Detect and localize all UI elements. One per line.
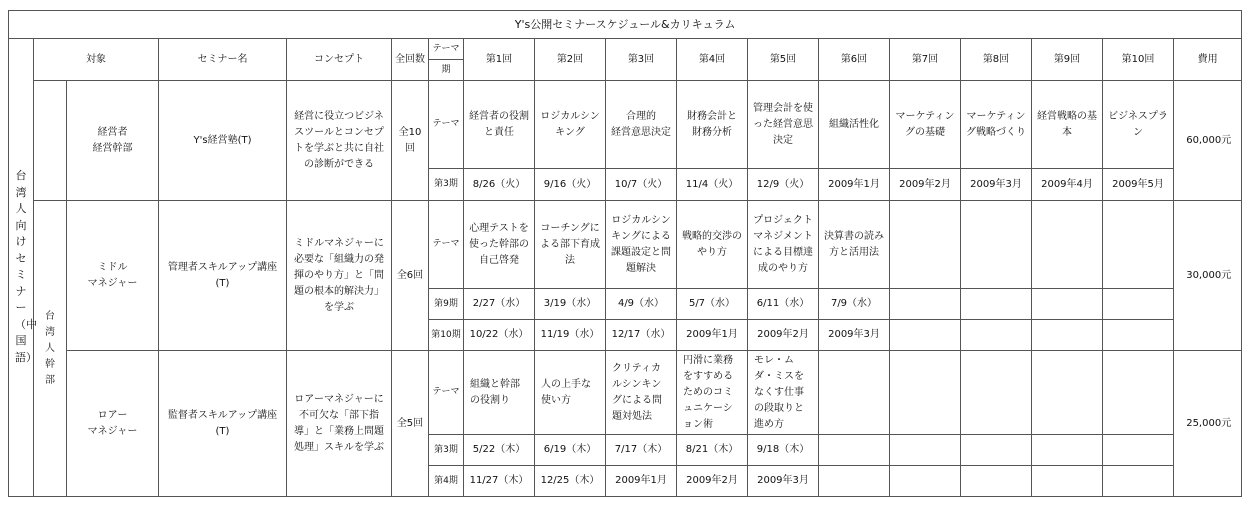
theme-cell: 心理テストを使った幹部の自己啓発 [464, 201, 535, 289]
date-cell: 6/19（木） [535, 435, 606, 466]
date-cell [819, 466, 890, 497]
header-session: 第8回 [961, 39, 1032, 81]
theme-cell: 経営戦略の基本 [1032, 81, 1103, 169]
date-cell: 4/9（水） [606, 289, 677, 320]
term-label: 第4期 [429, 466, 464, 497]
theme-label: テーマ [429, 201, 464, 289]
date-cell [1103, 466, 1174, 497]
date-cell: 2009年3月 [748, 466, 819, 497]
date-cell: 9/16（火） [535, 169, 606, 201]
program-fee: 25,000元 [1174, 351, 1242, 497]
term-label: 第10期 [429, 320, 464, 351]
theme-cell: 戦略的交渉の やり方 [677, 201, 748, 289]
date-cell: 2009年1月 [819, 169, 890, 201]
theme-cell: 人の上手な使い方 [535, 351, 606, 435]
header-row [9, 39, 1242, 60]
date-cell: 8/26（火） [464, 169, 535, 201]
theme-cell: ロジカルシンキングによる課題設定と問題解決 [606, 201, 677, 289]
header-session: 第1回 [464, 39, 535, 81]
header-seminar: セミナー名 [159, 39, 287, 81]
header-target: 対象 [34, 39, 159, 81]
date-cell: 8/21（木） [677, 435, 748, 466]
date-cell: 2/27（水） [464, 289, 535, 320]
theme-cell: 組織活性化 [819, 81, 890, 169]
program-fee: 30,000元 [1174, 201, 1242, 351]
date-cell: 7/17（木） [606, 435, 677, 466]
date-cell [890, 466, 961, 497]
date-cell [1032, 435, 1103, 466]
date-cell [1103, 289, 1174, 320]
date-cell: 2009年3月 [961, 169, 1032, 201]
theme-cell [961, 201, 1032, 289]
date-cell: 2009年1月 [606, 466, 677, 497]
term-label: 第3期 [429, 169, 464, 201]
header-theme: テーマ [429, 39, 464, 60]
theme-cell: モレ・ムダ・ミスをなくす仕事の段取りと進め方 [748, 351, 819, 435]
seminar-schedule-table [8, 10, 1242, 497]
group-label-blank [34, 81, 67, 201]
theme-cell [819, 351, 890, 435]
theme-label: テーマ [429, 81, 464, 169]
program-count: 全10回 [392, 81, 429, 201]
theme-label: テーマ [429, 351, 464, 435]
date-cell: 12/9（火） [748, 169, 819, 201]
date-cell: 2009年2月 [748, 320, 819, 351]
theme-cell: 財務会計と 財務分析 [677, 81, 748, 169]
program-seminar: 監督者スキルアップ講座(T) [159, 351, 287, 497]
program-concept: ミドルマネジャーに必要な「組織力の発揮のやり方」と「問題の根本的解決力」を学ぶ [287, 201, 392, 351]
program-row [9, 351, 1242, 435]
date-cell [890, 435, 961, 466]
group-label: 台湾人幹部 [34, 201, 67, 497]
theme-cell [1103, 351, 1174, 435]
header-fee: 費用 [1174, 39, 1242, 81]
header-session: 第3回 [606, 39, 677, 81]
date-cell: 2009年2月 [677, 466, 748, 497]
term-label: 第3期 [429, 435, 464, 466]
header-term: 期 [429, 60, 464, 81]
header-session: 第7回 [890, 39, 961, 81]
theme-cell [1032, 351, 1103, 435]
date-cell: 12/25（木） [535, 466, 606, 497]
theme-cell: 合理的 経営意思決定 [606, 81, 677, 169]
theme-cell: マーケティングの基礎 [890, 81, 961, 169]
program-count: 全5回 [392, 351, 429, 497]
program-seminar: 管理者スキルアップ講座(T) [159, 201, 287, 351]
header-session: 第10回 [1103, 39, 1174, 81]
date-cell [1032, 320, 1103, 351]
date-cell: 3/19（水） [535, 289, 606, 320]
theme-cell: 経営者の役割と責任 [464, 81, 535, 169]
program-concept: ロアーマネジャーに不可欠な「部下指導」と「業務上問題処理」スキルを学ぶ [287, 351, 392, 497]
date-cell: 2009年5月 [1103, 169, 1174, 201]
theme-cell: プロジェクトマネジメントによる目標達成のやり方 [748, 201, 819, 289]
date-cell: 12/17（水） [606, 320, 677, 351]
program-concept: 経営に役立つビジネスツールとコンセプトを学ぶと共に自社の診断ができる [287, 81, 392, 201]
date-cell: 6/11（水） [748, 289, 819, 320]
header-count: 全回数 [392, 39, 429, 81]
date-cell [890, 289, 961, 320]
date-cell [961, 466, 1032, 497]
theme-cell: 組織と幹部の役割り [464, 351, 535, 435]
program-target: ミドル マネジャー [67, 201, 159, 351]
date-cell [961, 289, 1032, 320]
theme-cell: クリティカルシンキングによる問題対処法 [606, 351, 677, 435]
date-cell: 2009年3月 [819, 320, 890, 351]
program-seminar: Y's経営塾(T) [159, 81, 287, 201]
header-concept: コンセプト [287, 39, 392, 81]
date-cell [1032, 289, 1103, 320]
header-session: 第5回 [748, 39, 819, 81]
theme-cell: 管理会計を使った経営意思決定 [748, 81, 819, 169]
theme-cell [961, 351, 1032, 435]
theme-cell: コーチングによる部下育成法 [535, 201, 606, 289]
theme-cell [890, 351, 961, 435]
date-cell: 7/9（水） [819, 289, 890, 320]
date-cell [1103, 320, 1174, 351]
date-cell: 11/19（水） [535, 320, 606, 351]
program-count: 全6回 [392, 201, 429, 351]
page-title: Y's公開セミナースケジュール&カリキュラム [9, 11, 1242, 39]
side-label: 台湾人向けセミナー（中国語） [9, 39, 34, 497]
theme-cell: ビジネスプラン [1103, 81, 1174, 169]
header-session: 第2回 [535, 39, 606, 81]
date-cell: 11/4（火） [677, 169, 748, 201]
date-cell: 5/7（水） [677, 289, 748, 320]
theme-cell [1032, 201, 1103, 289]
date-cell: 2009年4月 [1032, 169, 1103, 201]
date-cell [819, 435, 890, 466]
header-session: 第9回 [1032, 39, 1103, 81]
theme-cell: 円滑に業務をすすめるためのコミュニケーション術 [677, 351, 748, 435]
theme-cell [890, 201, 961, 289]
date-cell [961, 435, 1032, 466]
date-cell [1103, 435, 1174, 466]
program-row [9, 81, 1242, 169]
date-cell: 2009年1月 [677, 320, 748, 351]
header-session: 第4回 [677, 39, 748, 81]
date-cell: 5/22（木） [464, 435, 535, 466]
date-cell: 9/18（木） [748, 435, 819, 466]
date-cell: 2009年2月 [890, 169, 961, 201]
theme-cell: マーケティング戦略づくり [961, 81, 1032, 169]
program-target: ロアー マネジャー [67, 351, 159, 497]
program-row [9, 201, 1242, 289]
program-target: 経営者 経営幹部 [67, 81, 159, 201]
theme-cell: ロジカルシンキング [535, 81, 606, 169]
theme-cell: 決算書の読み方と活用法 [819, 201, 890, 289]
header-session: 第6回 [819, 39, 890, 81]
date-cell [1032, 466, 1103, 497]
date-cell: 11/27（木） [464, 466, 535, 497]
date-cell [890, 320, 961, 351]
date-cell: 10/7（火） [606, 169, 677, 201]
date-cell: 10/22（水） [464, 320, 535, 351]
date-cell [961, 320, 1032, 351]
theme-cell [1103, 201, 1174, 289]
program-fee: 60,000元 [1174, 81, 1242, 201]
term-label: 第9期 [429, 289, 464, 320]
